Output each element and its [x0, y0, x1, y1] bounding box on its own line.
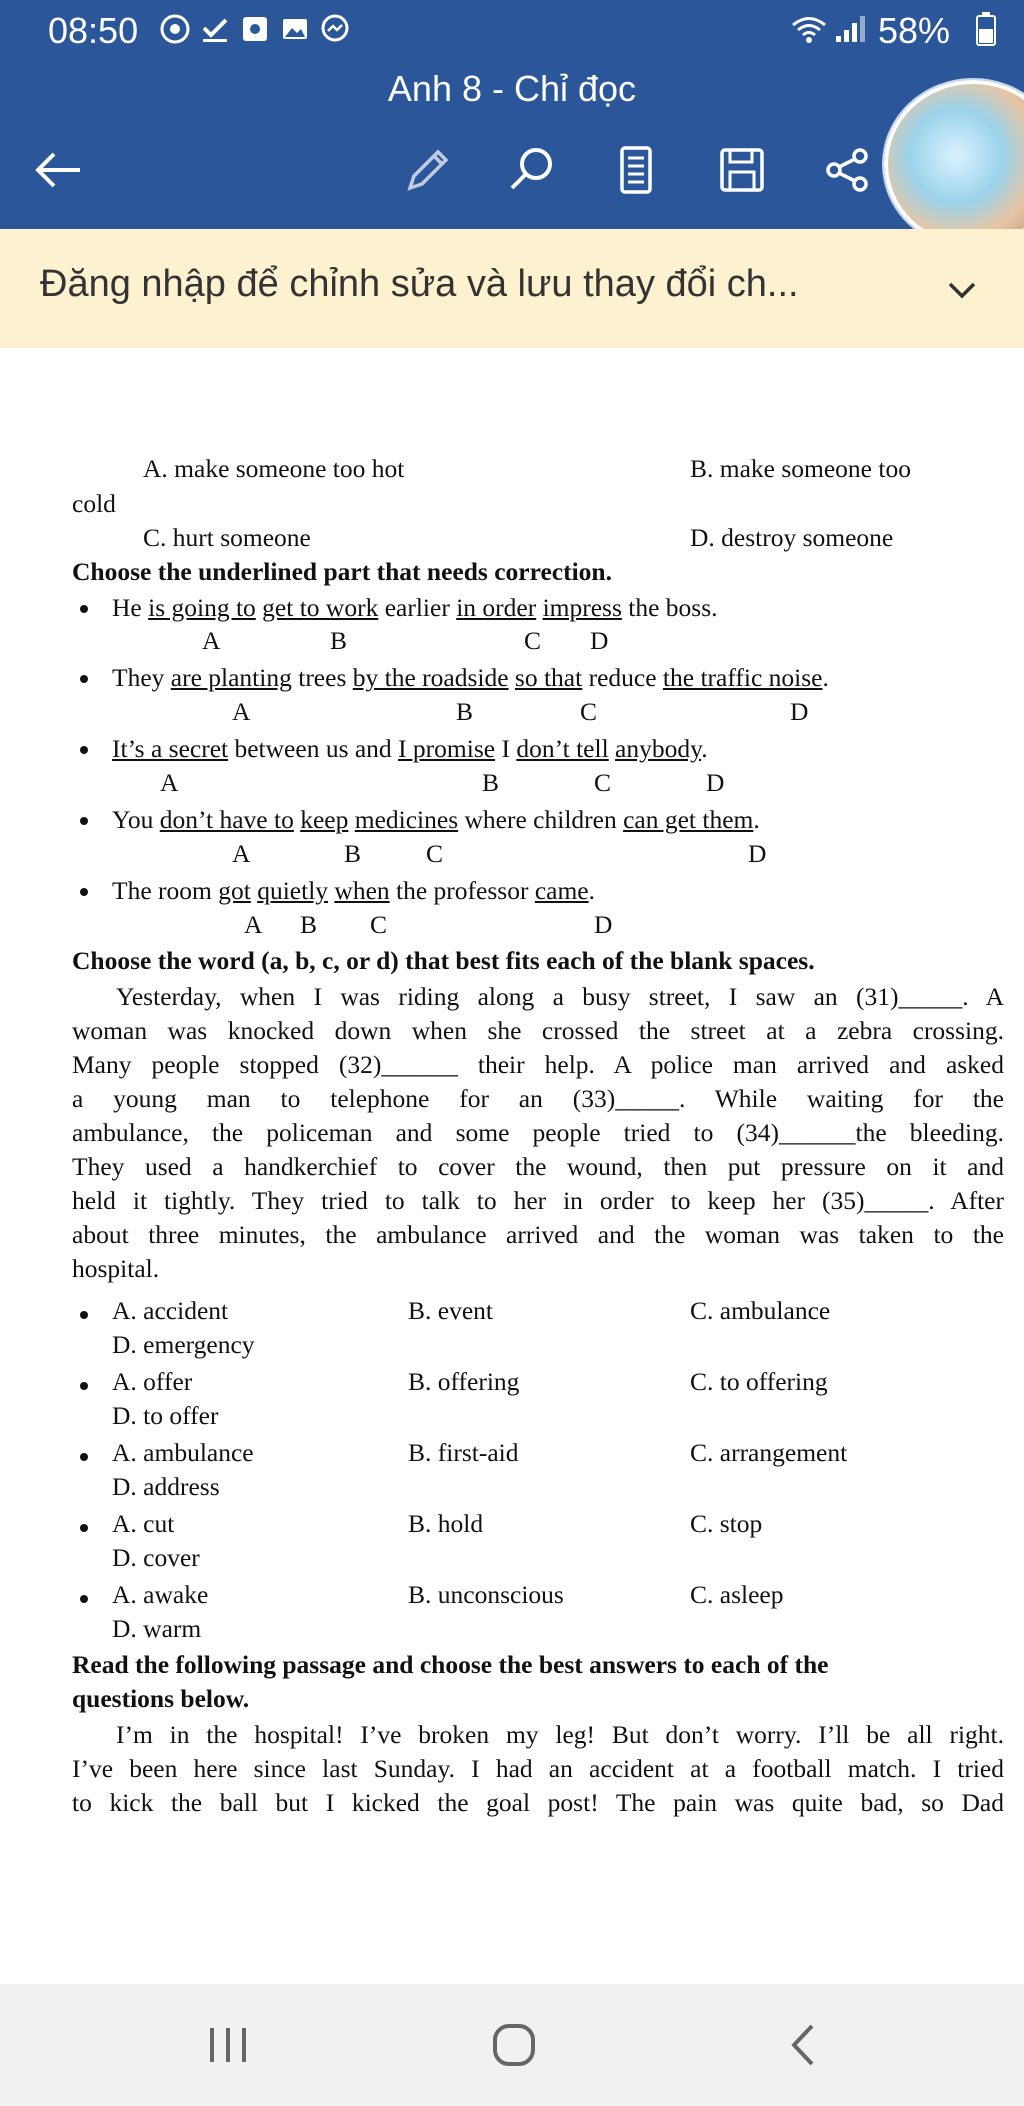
- passage-line: woman was knocked down when she crossed the street at a zebra crossing.: [72, 1016, 1004, 1045]
- option-c: C. arrangement: [690, 1438, 848, 1467]
- option-a: A. offer: [112, 1367, 193, 1396]
- recent-apps-icon[interactable]: [198, 2020, 258, 2070]
- wifi-icon: [790, 14, 828, 44]
- bullet: [80, 746, 88, 754]
- bullet: [80, 1524, 88, 1532]
- passage-line: hospital.: [72, 1254, 160, 1283]
- edit-pencil-icon[interactable]: [398, 140, 458, 200]
- option-c: C. ambulance: [690, 1296, 831, 1325]
- option-a: A. accident: [112, 1296, 229, 1325]
- search-icon[interactable]: [502, 140, 562, 200]
- gallery-icon: [280, 14, 310, 44]
- signal-icon: [834, 14, 870, 44]
- answer-letter: B: [300, 910, 318, 939]
- option-a: A. awake: [112, 1580, 209, 1609]
- correction-sentence: He is going to get to work earlier in order impress the boss.: [112, 593, 718, 622]
- option-b: B. first-aid: [408, 1438, 519, 1467]
- answer-letter: A: [244, 910, 263, 939]
- option-line: C. hurt someone: [143, 523, 311, 552]
- bullet: [80, 1382, 88, 1390]
- answer-letter: A: [202, 626, 221, 655]
- passage-line: Many people stopped (32)______ their help. A police man arrived and asked: [72, 1050, 1004, 1079]
- option-a: A. cut: [112, 1509, 175, 1538]
- passage-line: I’m in the hospital! I’ve broken my leg! But don’t worry. I’ll be all right.: [116, 1720, 1004, 1749]
- home-icon[interactable]: [484, 2020, 544, 2070]
- answer-letter: A: [232, 697, 251, 726]
- answer-letter: B: [344, 839, 362, 868]
- passage-line: They used a handkerchief to cover the wound, then put pressure on it and: [72, 1152, 1004, 1181]
- option-c: C. asleep: [690, 1580, 784, 1609]
- bullet: [80, 817, 88, 825]
- status-bar: [0, 0, 1024, 62]
- screen-record-icon: [240, 14, 270, 44]
- option-line: cold: [72, 489, 116, 518]
- document-title: Anh 8 - Chỉ đọc: [387, 68, 637, 109]
- answer-letter: C: [370, 910, 388, 939]
- back-icon[interactable]: [774, 2020, 834, 2070]
- section-heading: Choose the word (a, b, c, or d) that best fits each of the blank spaces.: [72, 946, 815, 975]
- option-d: D. warm: [112, 1614, 202, 1643]
- battery-percentage: 58%: [878, 10, 951, 51]
- option-d: D. to offer: [112, 1401, 219, 1430]
- passage-line: a young man to telephone for an (33)_____. While waiting for the: [72, 1084, 1004, 1113]
- passage-line: Yesterday, when I was riding along a busy street, I saw an (31)_____. A: [116, 982, 1004, 1011]
- correction-sentence: You don’t have to keep medicines where children can get them.: [112, 805, 760, 834]
- bullet: [80, 1453, 88, 1461]
- correction-sentence: They are planting trees by the roadside so that reduce the traffic noise.: [112, 663, 829, 692]
- bullet: [80, 605, 88, 613]
- chevron-down-icon[interactable]: [944, 272, 980, 308]
- passage-line: held it tightly. They tried to talk to her in order to keep her (35)_____. After: [72, 1186, 1004, 1215]
- chat-bubble-icon: [320, 14, 350, 44]
- bullet: [80, 675, 88, 683]
- answer-letter: B: [330, 626, 348, 655]
- answer-letter: D: [706, 768, 725, 797]
- answer-letter: D: [748, 839, 767, 868]
- download-done-icon: [200, 14, 230, 44]
- answer-letter: A: [160, 768, 179, 797]
- bullet: [80, 1595, 88, 1603]
- option-c: C. to offering: [690, 1367, 828, 1396]
- answer-letter: C: [580, 697, 598, 726]
- sign-in-banner-text: Đăng nhập để chỉnh sửa và lưu thay đổi ch...: [40, 263, 799, 305]
- answer-letter: B: [456, 697, 474, 726]
- answer-letter: D: [790, 697, 809, 726]
- answer-letter: C: [426, 839, 444, 868]
- back-arrow-icon[interactable]: [28, 140, 88, 200]
- option-c: C. stop: [690, 1509, 763, 1538]
- status-time: 08:50: [48, 10, 139, 51]
- battery-icon: [976, 12, 996, 46]
- option-line: D. destroy someone: [690, 523, 894, 552]
- app-bar: [0, 0, 1024, 229]
- option-b: B. event: [408, 1296, 493, 1325]
- answer-letter: D: [590, 626, 609, 655]
- option-a: A. ambulance: [112, 1438, 254, 1467]
- answer-letter: B: [482, 768, 500, 797]
- messenger-icon: [160, 14, 190, 44]
- answer-letter: D: [594, 910, 613, 939]
- answer-letter: A: [232, 839, 251, 868]
- reading-view-icon[interactable]: [606, 140, 666, 200]
- document-page: [0, 348, 1024, 1984]
- section-heading: Choose the underlined part that needs correction.: [72, 557, 612, 586]
- option-b: B. unconscious: [408, 1580, 564, 1609]
- passage-line: I’ve been here since last Sunday. I had an accident at a football match. I tried: [72, 1754, 1004, 1783]
- option-d: D. emergency: [112, 1330, 255, 1359]
- correction-sentence: The room got quietly when the professor came.: [112, 876, 595, 905]
- share-icon[interactable]: [818, 140, 878, 200]
- section-heading: Read the following passage and choose the best answers to each of the: [72, 1650, 829, 1679]
- bullet: [80, 1311, 88, 1319]
- answer-letter: C: [524, 626, 542, 655]
- passage-line: to kick the ball but I kicked the goal post! The pain was quite bad, so Dad: [72, 1788, 1004, 1817]
- passage-line: ambulance, the policeman and some people tried to (34)______the bleeding.: [72, 1118, 1004, 1147]
- passage-line: about three minutes, the ambulance arrived and the woman was taken to the: [72, 1220, 1004, 1249]
- correction-sentence: It’s a secret between us and I promise I don’t tell anybody.: [112, 734, 708, 763]
- save-icon[interactable]: [712, 140, 772, 200]
- bullet: [80, 888, 88, 896]
- option-line: B. make someone too: [690, 454, 911, 483]
- option-d: D. address: [112, 1472, 220, 1501]
- option-b: B. hold: [408, 1509, 484, 1538]
- section-heading: questions below.: [72, 1684, 250, 1713]
- option-b: B. offering: [408, 1367, 520, 1396]
- sign-in-banner[interactable]: [0, 229, 1024, 348]
- answer-letter: C: [594, 768, 612, 797]
- option-line: A. make someone too hot: [143, 454, 405, 483]
- option-d: D. cover: [112, 1543, 200, 1572]
- system-navigation-bar: [0, 1984, 1024, 2106]
